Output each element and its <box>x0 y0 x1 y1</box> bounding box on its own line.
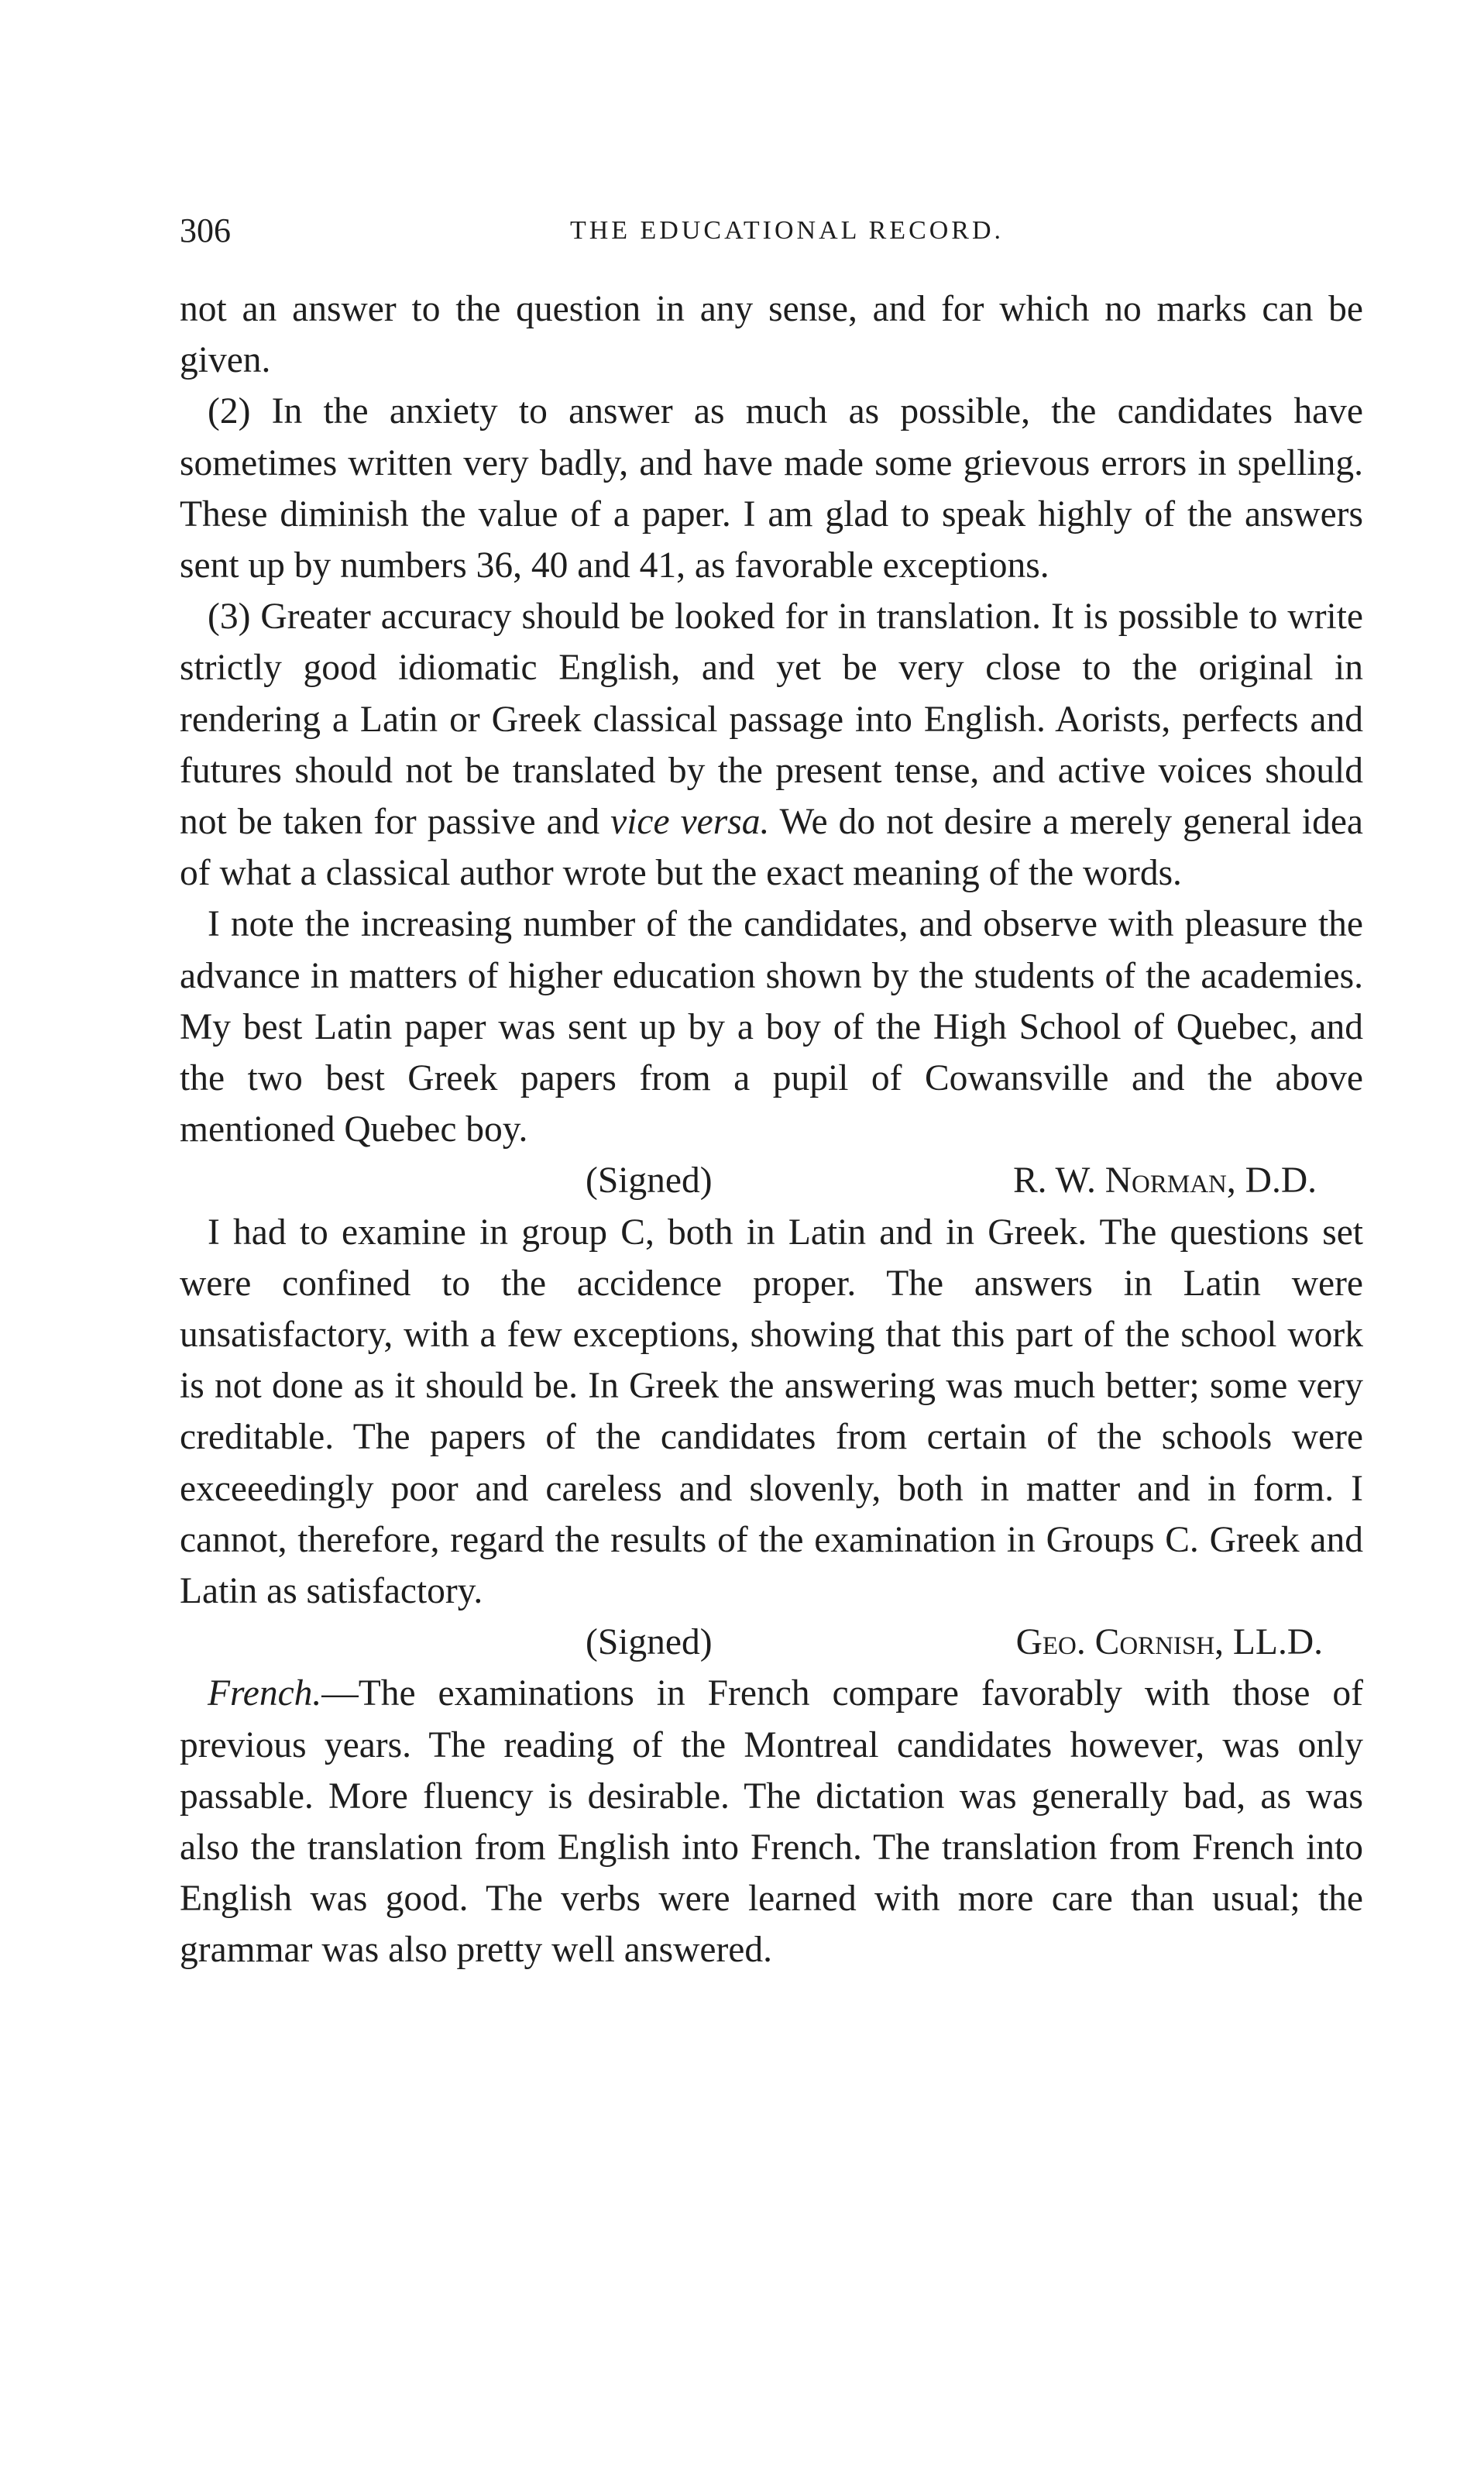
page-number: 306 <box>180 211 231 249</box>
signature-line-cornish <box>180 1617 1363 1668</box>
signed-label: (Signed) <box>586 1622 713 1663</box>
paragraph-continuation: not an answer to the question in any sense, and for which no marks can be given. <box>180 289 1363 381</box>
paragraph-point-3-text-a: (3) Greater accuracy should be looked for in translation. It is possible to write strictly good idiomatic English, and yet be very close to the original in rendering a Latin or Greek classical passage into English. Aorists, perfects and futures should not be translated by the present tense, and active voices should not be taken for passive and <box>180 596 1363 843</box>
italic-phrase-vice-versa: vice versa. <box>610 802 770 843</box>
signatory-name: R. W. Norman, D.D. <box>1012 1160 1317 1201</box>
paragraph-point-3-text-b: We do not desire a merely general idea of what a classical author wrote but the exact meaning of the words. <box>180 802 1363 894</box>
paragraph-french-report <box>180 1668 1363 1975</box>
signatory-name: Geo. Cornish, LL.D. <box>1015 1622 1323 1663</box>
section-label-french: French. <box>208 1673 322 1714</box>
running-title: THE EDUCATIONAL RECORD. <box>569 216 1005 245</box>
paragraph-french-text: —The examinations in French compare favorably with those of previous years. The reading of the Montreal candidates however, was only passable. More fluency is desirable. The dictation was generally bad, as was also the translation from English into French. The translation from French into English was good. The verbs were learned with more care than usual; the grammar was also pretty well answered. <box>180 1673 1363 1971</box>
paragraph-point-2: (2) In the anxiety to answer as much as possible, the candidates have sometimes written very badly, and have made some grievous errors in spelling. These diminish the value of a paper. I am glad to speak highly of the answers sent up by numbers 36, 40 and 41, as favorable exceptions. <box>180 391 1363 586</box>
signature-line-norman <box>180 1155 1363 1206</box>
paragraph-observations: I note the increasing number of the candidates, and observe with pleasure the advance in matters of higher education shown by the students of the academies. My best Latin paper was sent up by a boy of the High School of Quebec, and the two best Greek papers from a pupil of Cowansville and the above mentioned Quebec boy. <box>180 904 1363 1150</box>
paragraph-group-c-report: I had to examine in group C, both in Latin and in Greek. The questions set were confined to the accidence proper. The answers in Latin were unsatisfactory, with a few exceptions, showing that this part of the school work is not done as it should be. In Greek the answering was much better; some very creditable. The papers of the candidates from certain of the schools were exceeedingly poor and careless and slovenly, both in matter and in form. I cannot, therefore, regard the results of the examination in Groups C. Greek and Latin as satisfactory. <box>180 1212 1363 1612</box>
page-header <box>180 208 1363 254</box>
body-text <box>180 284 1363 1976</box>
signed-label: (Signed) <box>586 1160 713 1201</box>
paragraph-point-3 <box>180 591 1363 899</box>
